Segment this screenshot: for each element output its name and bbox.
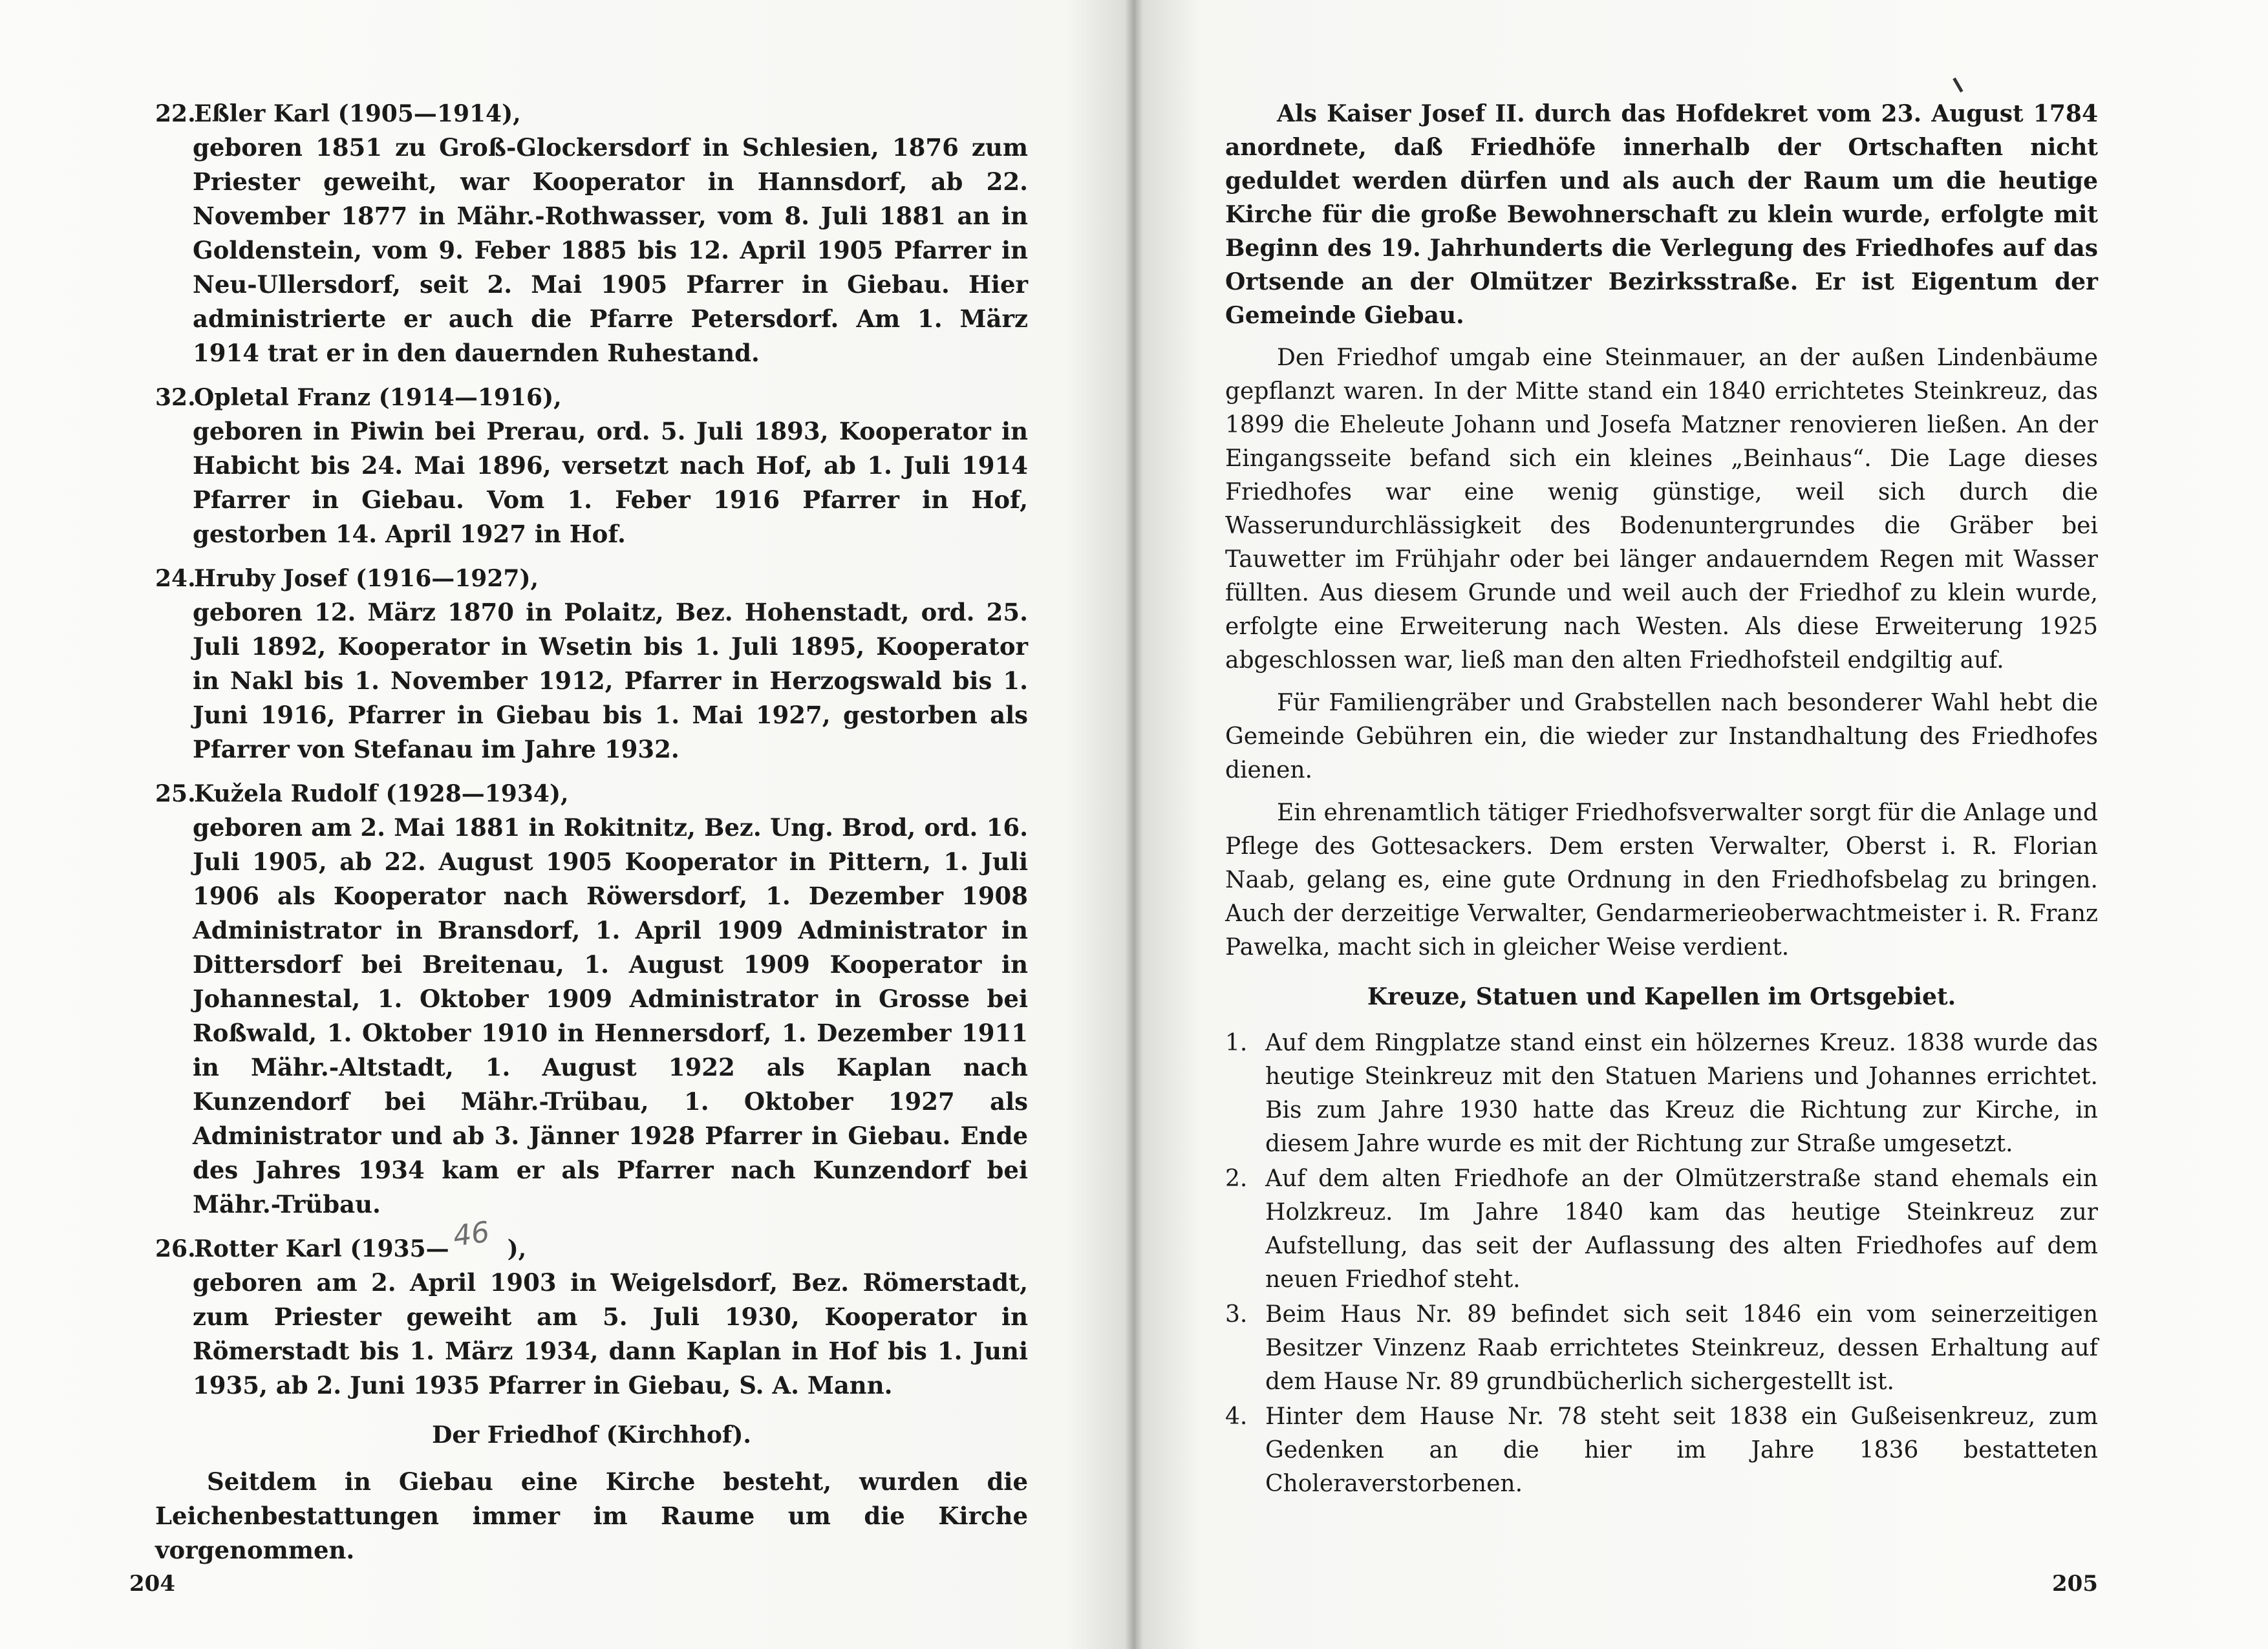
pastor-entry-heading	[155, 381, 1028, 414]
pastor-entry-name: Kužela Rudolf (1928—1934),	[194, 780, 569, 807]
pastor-entry-body: geboren am 2. Mai 1881 in Rokitnitz, Bez. Ung. Brod, ord. 16. Juli 1905, ab 22. August 1905 Kooperator in Pittern, 1. Juli 1906 als Kooperator nach Röwersdorf, 1. Dezember 1908 Administrator in Bransdorf, 1. April 1909 Administrator in Dittersdorf bei Breitenau, 1. August 1909 Kooperator in Johannestal, 1. Oktober 1909 Administrator in Grosse bei Roßwald, 1. Oktober 1910 in Hennersdorf, 1. Dezember 1911 in Mähr.-Altstadt, 1. August 1922 als Kaplan nach Kunzendorf bei Mähr.-Trübau, 1. Oktober 1927 als Administrator und ab 3. Jänner 1928 Pfarrer in Giebau. Ende des Jahres 1934 kam er als Pfarrer nach Kunzendorf bei Mähr.-Trübau.	[193, 813, 1028, 1218]
pastor-entry-name: Hruby Josef (1916—1927),	[194, 565, 539, 592]
friedhof-text	[1225, 97, 2098, 964]
pastor-entry-number: 24.	[155, 565, 196, 592]
paragraph: Den Friedhof umgab eine Steinmauer, an der außen Lindenbäume gepflanzt waren. In der Mitte stand ein 1840 errichtetes Steinkreuz, das 1899 die Eheleute Johann und Josefa Matzner renovieren ließen. An der Eingangsseite befand sich ein kleines „Beinhaus“. Die Lage dieses Friedhofes war eine wenig günstige, weil sich durch die Wasserundurchlässigkeit des Bodenuntergrundes die Gräber bei Tauwetter im Frühjahr oder bei länger andauerndem Regen mit Wasser füllten. Aus diesem Grunde und weil auch der Friedhof zu klein wurde, erfolgte eine Erweiterung nach Westen. Als diese Erweiterung 1925 abgeschlossen war, ließ man den alten Friedhofsteil endgiltig auf.	[1225, 345, 2098, 674]
handwritten-annotation	[449, 1215, 508, 1261]
pastor-entry	[155, 381, 1028, 551]
right-page	[1225, 97, 2098, 1597]
pastor-entry-heading	[155, 1215, 1028, 1266]
pastor-entry-body: geboren am 2. April 1903 in Weigelsdorf, Bez. Römerstadt, zum Priester geweiht am 5. Juli 1930, Kooperator in Römerstadt bis 1. März 1934, dann Kaplan in Hof bis 1. Juni 1935, ab 2. Juni 1935 Pfarrer in Giebau, S. A. Mann.	[193, 1268, 1028, 1399]
pastor-entry	[155, 1215, 1028, 1403]
pastor-entry-number: 32.	[155, 384, 196, 411]
paragraph: Für Familiengräber und Grabstellen nach besonderer Wahl hebt die Gemeinde Gebühren ein, die wieder zur Instandhaltung des Friedhofes dienen.	[1225, 690, 2098, 783]
page-number: 204	[129, 1571, 175, 1597]
paragraph: Seitdem in Giebau eine Kirche besteht, wurden die Leichenbestattungen immer im Raume um die Kirche vorgenommen.	[155, 1467, 1028, 1564]
pastor-entry-name-end: ),	[507, 1235, 527, 1262]
pastor-entry-number: 25.	[155, 780, 196, 807]
pastor-entry-number: 26.	[155, 1235, 196, 1262]
pastor-entry	[155, 562, 1028, 767]
left-page	[129, 97, 1028, 1597]
list-item	[1225, 1027, 2098, 1161]
pastor-entry-name: Opletal Franz (1914—1916),	[194, 384, 562, 411]
list-item-number: 1.	[1225, 1030, 1248, 1056]
pastor-entry-heading	[155, 777, 1028, 811]
list-item-text: Hinter dem Hause Nr. 78 steht seit 1838 ein Gußeisenkreuz, zum Gedenken an die hier im Jahre 1836 bestatteten Choleraverstorbenen.	[1265, 1403, 2098, 1497]
list-item	[1225, 1400, 2098, 1501]
list-item	[1225, 1162, 2098, 1297]
list-item-text: Auf dem Ringplatze stand einst ein hölzernes Kreuz. 1838 wurde das heutige Steinkreuz mit den Statuen Mariens und Johannes errichtet. Bis zum Jahre 1930 hatte das Kreuz die Richtung zur Kirche, in diesem Jahre wurde es mit der Richtung zur Straße umgesetzt.	[1265, 1030, 2098, 1157]
pastor-entry	[155, 777, 1028, 1222]
pastor-entry-body: geboren in Piwin bei Prerau, ord. 5. Juli 1893, Kooperator in Habicht bis 24. Mai 1896, versetzt nach Hof, ab 1. Juli 1914 Pfarrer in Giebau. Vom 1. Feber 1916 Pfarrer in Hof, gestorben 14. April 1927 in Hof.	[193, 417, 1028, 548]
section-title-kreuze: Kreuze, Statuen und Kapellen im Ortsgebiet.	[1367, 983, 1956, 1010]
paragraph: Ein ehrenamtlich tätiger Friedhofsverwalter sorgt für die Anlage und Pflege des Gottesackers. Dem ersten Verwalter, Oberst i. R. Florian Naab, gelang es, eine gute Ordnung in den Friedhofsbelag zu bringen. Auch der derzeitige Verwalter, Gendarmerieoberwachtmeister i. R. Franz Pawelka, macht sich in gleicher Weise verdient.	[1225, 800, 2098, 961]
pastor-entry-heading	[155, 562, 1028, 595]
handwritten-year: 46	[451, 1215, 491, 1253]
list-item-number: 2.	[1225, 1165, 1248, 1192]
pastor-entry-name: Rotter Karl (1935—	[194, 1235, 449, 1262]
section-title-friedhof: Der Friedhof (Kirchhof).	[432, 1421, 751, 1449]
list-item-number: 3.	[1225, 1301, 1248, 1328]
pastor-entry-body: geboren 1851 zu Groß-Glockersdorf in Schlesien, 1876 zum Priester geweiht, war Kooperator in Hannsdorf, ab 22. November 1877 in Mähr.-Rothwasser, vom 8. Juli 1881 an in Goldenstein, vom 9. Feber 1885 bis 12. April 1905 Pfarrer in Neu-Ullersdorf, seit 2. Mai 1905 Pfarrer in Giebau. Hier administrierte er auch die Pfarre Petersdorf. Am 1. März 1914 trat er in den dauernden Ruhestand.	[193, 133, 1028, 367]
page-number: 205	[2052, 1571, 2098, 1597]
list-item-text: Beim Haus Nr. 89 befindet sich seit 1846 ein vom seinerzeitigen Besitzer Vinzenz Raab errichtetes Steinkreuz, dessen Erhaltung auf dem Hause Nr. 89 grundbücherlich sichergestellt ist.	[1265, 1301, 2098, 1395]
pastor-entry-name: Eßler Karl (1905—1914),	[194, 100, 521, 127]
pastor-list	[155, 97, 1028, 1222]
list-item-text: Auf dem alten Friedhofe an der Olmützerstraße stand ehemals ein Holzkreuz. Im Jahre 1840 kam das heutige Steinkreuz zur Aufstellung, das seit der Auflassung des alten Friedhofes auf dem neuen Friedhof steht.	[1265, 1165, 2098, 1293]
pastor-entry-body: geboren 12. März 1870 in Polaitz, Bez. Hohenstadt, ord. 25. Juli 1892, Kooperator in Wsetin bis 1. Juli 1895, Kooperator in Nakl bis 1. November 1912, Pfarrer in Herzogswald bis 1. Juni 1916, Pfarrer in Giebau bis 1. Mai 1927, gestorben als Pfarrer von Stefanau im Jahre 1932.	[193, 598, 1028, 763]
cross-list	[1225, 1027, 2098, 1501]
pastor-entry-heading	[155, 97, 1028, 131]
paragraph: Als Kaiser Josef II. durch das Hofdekret vom 23. August 1784 anordnete, daß Friedhöfe innerhalb der Ortschaften nicht geduldet werden dürfen und als auch der Raum um die heutige Kirche für die große Bewohnerschaft zu klein wurde, erfolgte mit Beginn des 19. Jahrhunderts die Verlegung des Friedhofes auf das Ortsende an der Olmützer Bezirksstraße. Er ist Eigentum der Gemeinde Giebau.	[1225, 100, 2098, 329]
list-item-number: 4.	[1225, 1403, 1248, 1430]
pastor-entry	[155, 97, 1028, 370]
pastor-entry-number: 22.	[155, 100, 196, 127]
stray-ink-mark	[1952, 73, 1971, 92]
list-item	[1225, 1298, 2098, 1399]
